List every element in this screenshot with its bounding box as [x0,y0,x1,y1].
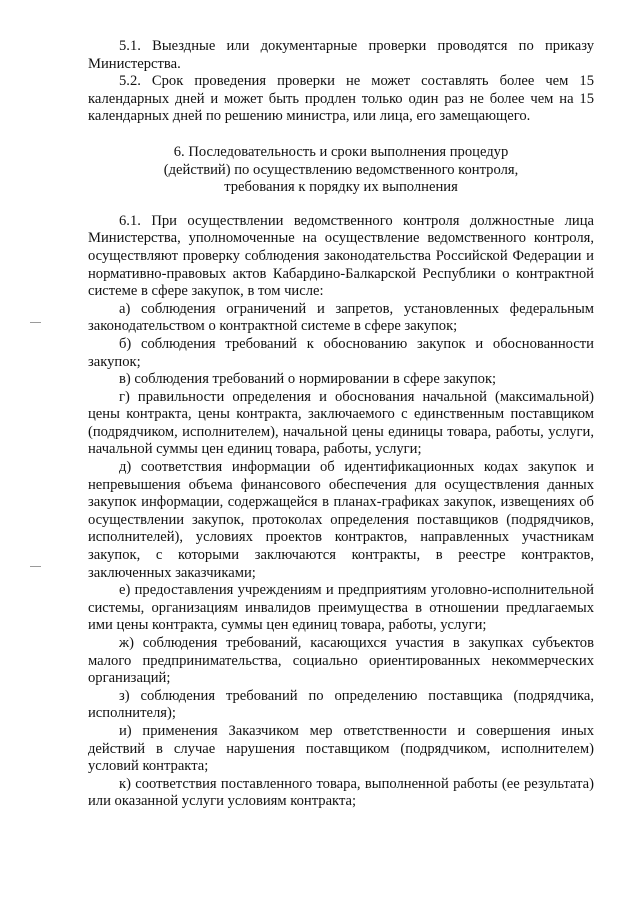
margin-scan-mark-lower [30,566,41,567]
spacer [88,197,594,213]
list-item-z: з) соблюдения требований по определению поставщика (подрядчика, исполнителя); [88,687,594,722]
section-6-heading [88,144,594,197]
list-item-v: в) соблюдения требований о нормировании в сфере закупок; [119,371,497,388]
list-item-b: б) соблюдения требований к обоснованию закупок и обоснованности закупок; [88,335,594,370]
paragraph-5-1: 5.1. Выездные или документарные проверки проводятся по приказу Министерства. [88,38,594,72]
list-item-k: к) соответствия поставленного товара, выполненной работы (ее результата) или оказанной услуги условиям контракта; [88,775,594,810]
document-page [88,38,594,811]
margin-scan-mark-upper [30,322,41,323]
paragraph-6-1: 6.1. При осуществлении ведомственного контроля должностные лица Министерства, уполномоченные на осуществление ведомственного контроля, осуществляют проверку соблюдения законодательства Российской Федерации и нормативно-правовых актов Кабардино-Балкарской Республики о контрактной системе в сфере закупок, в том числе: [88,212,594,300]
list-item-e: е) предоставления учреждениям и предприятиям уголовно-исполнительной системы, организациям инвалидов преимущества в отношении предлагаемых ими цены контракта, суммы цен единиц товара, работы, услуги; [88,582,594,634]
list-item-g: г) правильности определения и обоснования начальной (максимальной) цены контракта, цены контракта, заключаемого с единственным поставщиком (подрядчиком, исполнителем), начальной цены единицы товара, работы, услуги, начальной суммы цен единиц товара, работы, услуги; [88,388,594,458]
list-item-d: д) соответствия информации об идентификационных кодах закупок и непревышения объема финансового обеспечения для осуществления данных закупок информации, содержащейся в планах-графиках закупок, извещениях об осуществлении закупок, протоколах определения поставщиков (подрядчиков, исполнителей), условиях проектов контрактов, направленных участникам закупок, с которыми заключаются контракты, в реестре контрактов, заключенных заказчиками; [88,459,594,581]
list-item-zh: ж) соблюдения требований, касающихся участия в закупках субъектов малого предпринимательства, социально ориентированных некоммерческих организаций; [88,635,594,687]
list-item-a: а) соблюдения ограничений и запретов, установленных федеральным законодательством о контрактной системе в сфере закупок; [88,300,594,335]
section-heading-line-1: 6. Последовательность и сроки выполнения процедур [173,143,509,160]
section-heading-line-3: требования к порядку их выполнения [224,179,458,196]
paragraph-5-2: 5.2. Срок проведения проверки не может составлять более чем 15 календарных дней и может быть продлен только один раз не более чем на 15 календарных дней по решению министра, или лица, его замещающего. [88,73,594,125]
list-item-i: и) применения Заказчиком мер ответственности и совершения иных действий в случае нарушения поставщиком (подрядчиком, исполнителем) условий контракта; [88,722,594,775]
section-heading-line-2: (действий) по осуществлению ведомственного контроля, [163,161,519,178]
spacer [88,126,594,144]
